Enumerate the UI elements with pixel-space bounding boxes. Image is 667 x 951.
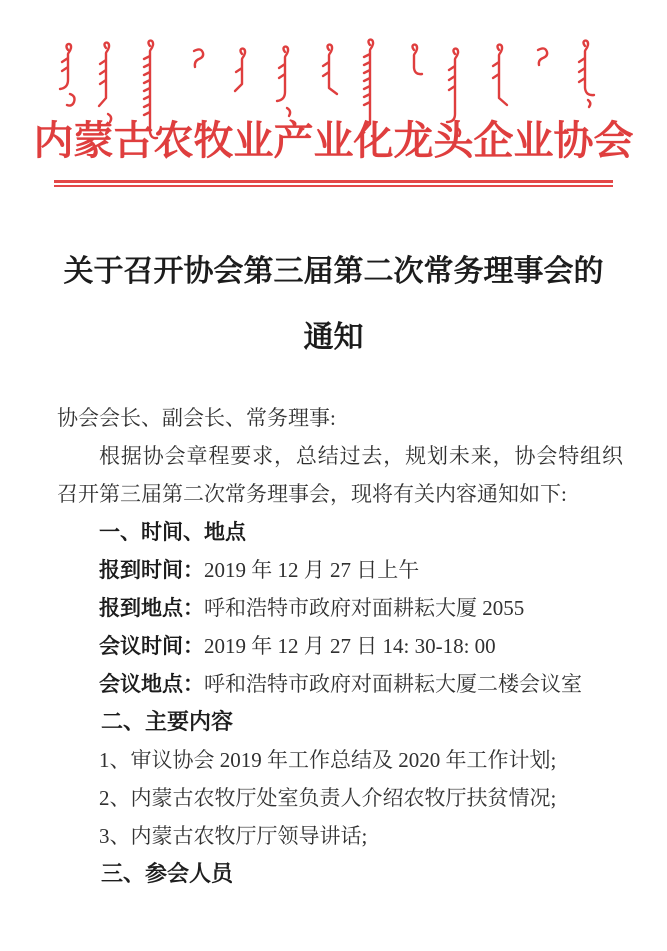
- letterhead-divider: [54, 180, 613, 187]
- org-name: 内蒙古农牧业产业化龙头企业协会: [33, 118, 634, 163]
- document-page: [0, 38, 667, 893]
- meeting-place-label: 会议地点：: [99, 672, 204, 696]
- checkin-time-line: [57, 551, 623, 589]
- agenda-item-2: 2、内蒙古农牧厅处室负责人介绍农牧厅扶贫情况;: [99, 786, 557, 810]
- meeting-time-label: 会议时间：: [99, 634, 204, 658]
- checkin-time-value: 2019 年 12 月 27 日上午: [204, 558, 420, 582]
- checkin-place-line: [57, 589, 623, 627]
- meeting-place-value: 呼和浩特市政府对面耕耘大厦二楼会议室: [204, 672, 582, 696]
- checkin-place-value: 呼和浩特市政府对面耕耘大厦 2055: [204, 596, 525, 620]
- section-3-heading: 三、参会人员: [101, 861, 234, 886]
- section-2-heading: 二、主要内容: [101, 709, 234, 734]
- doc-body: [57, 399, 623, 893]
- checkin-place-label: 报到地点：: [99, 596, 204, 620]
- section-1-heading: 一、时间、地点: [99, 520, 246, 544]
- agenda-item-3: 3、内蒙古农牧厅厅领导讲话;: [99, 824, 368, 848]
- doc-title-line-1: 关于召开协会第三届第二次常务理事会的: [63, 255, 604, 288]
- intro-paragraph: 根据协会章程要求，总结过去，规划未来，协会特组织召开第三届第二次常务理事会，现将有关内容通知如下:: [57, 444, 623, 506]
- divider-thin-line: [54, 185, 613, 187]
- divider-thick-line: [54, 180, 613, 183]
- salutation: 协会会长、副会长、常务理事:: [57, 406, 336, 430]
- doc-title-line-2: 通知: [303, 321, 364, 354]
- doc-title: [40, 239, 627, 371]
- checkin-time-label: 报到时间：: [99, 558, 204, 582]
- meeting-time-value: 2019 年 12 月 27 日 14: 30-18: 00: [204, 634, 496, 658]
- letterhead: [0, 38, 667, 187]
- meeting-time-line: [57, 627, 623, 665]
- agenda-item-1: 1、审议协会 2019 年工作总结及 2020 年工作计划;: [99, 748, 557, 772]
- meeting-place-line: [57, 665, 623, 703]
